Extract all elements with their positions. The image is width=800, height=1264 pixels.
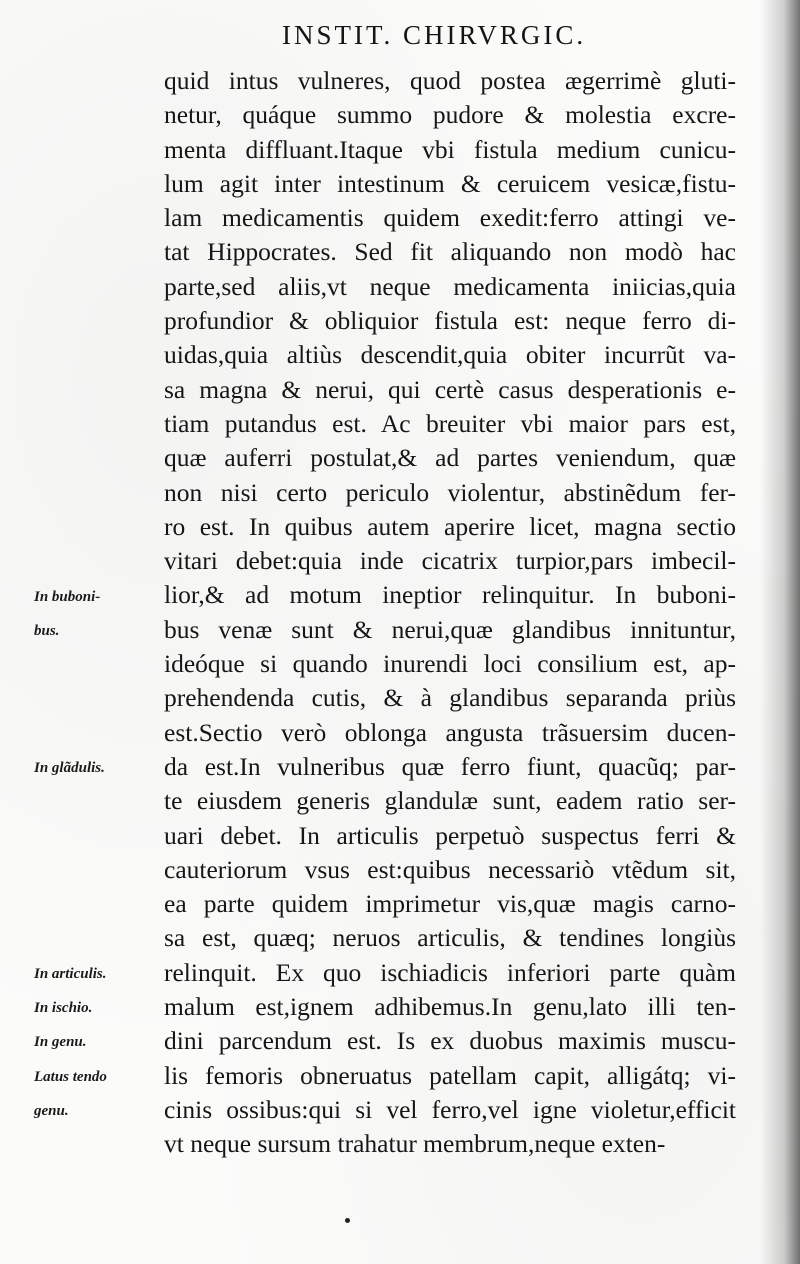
running-head: INSTIT. CHIRVRGIC.	[282, 20, 587, 50]
text-line: profundior & obliquior fistula est: neque ferro di-	[164, 306, 736, 336]
text-line: da est.In vulneribus quæ ferro fiunt, quacũq; par-	[164, 751, 736, 781]
text-line: tat Hippocrates. Sed fit aliquando non modò hac	[164, 237, 736, 267]
text-line: uidas,quia altiùs descendit,quia obiter incurrũt va-	[164, 340, 736, 370]
text-line: parte,sed aliis,vt neque medicamenta iniicias,quia	[164, 271, 736, 301]
margin-note: In articulis.	[34, 965, 107, 982]
text-line: netur, quáque summo pudore & molestia excre-	[164, 100, 736, 130]
text-line: est.Sectio verò oblonga angusta trãsuersim ducen-	[164, 717, 736, 747]
page-edge-shadow	[760, 0, 800, 1264]
text-line: lis femoris obneruatus patellam capit, alligátq; vi-	[164, 1060, 736, 1090]
text-line: ro est. In quibus autem aperire licet, magna sectio	[164, 511, 736, 541]
text-line: cinis ossibus:qui si vel ferro,vel igne violetur,efficit	[164, 1094, 736, 1124]
text-line: lum agit inter intestinum & ceruicem vesicæ,fistu-	[164, 168, 736, 198]
text-line: ideóque si quando inurendi loci consilium est, ap-	[164, 649, 736, 679]
margin-note: In ischio.	[34, 1000, 93, 1017]
text-line: prehendenda cutis, & à glandibus separanda priùs	[164, 683, 736, 713]
text-line: vt neque sursum trahatur membrum,neque exten-	[164, 1129, 666, 1159]
text-line: cauteriorum vsus est:quibus necessariò vtẽdum sit,	[164, 854, 736, 884]
margin-note: In glãdulis.	[34, 760, 105, 776]
text-line: dini parcendum est. Is ex duobus maximis muscu-	[164, 1026, 736, 1056]
text-line: sa est, quæq; neruos articulis, & tendines longiùs	[164, 923, 736, 953]
text-line: quæ auferri postulat,& ad partes veniendum, quæ	[164, 443, 736, 473]
signature-mark	[345, 1218, 350, 1223]
text-line: ea parte quidem imprimetur vis,quæ magis carno-	[164, 889, 736, 919]
text-line: lior,& ad motum ineptior relinquitur. In buboni-	[164, 580, 736, 610]
text-line: vitari debet:quia inde cicatrix turpior,pars imbecil-	[164, 546, 736, 576]
text-line: tiam putandus est. Ac breuiter vbi maior pars est,	[164, 408, 736, 438]
margin-note: Latus tendo	[34, 1068, 107, 1085]
text-line: malum est,ignem adhibemus.In genu,lato illi ten-	[164, 992, 736, 1022]
text-line: menta diffluant.Itaque vbi fistula medium cunicu-	[164, 134, 736, 164]
text-line: relinquit. Ex quo ischiadicis inferiori parte quàm	[164, 957, 736, 987]
text-line: lam medicamentis quidem exedit:ferro attingi ve-	[164, 203, 736, 233]
margin-note: bus.	[34, 622, 60, 639]
body-text	[164, 64, 736, 1162]
margin-note: In genu.	[34, 1034, 87, 1051]
margin-note: In buboni-	[34, 588, 101, 605]
text-line: quid intus vulneres, quod postea ægerrimè gluti-	[164, 66, 736, 95]
text-line: sa magna & nerui, qui certè casus desperationis e-	[164, 374, 736, 404]
text-line: bus venæ sunt & nerui,quæ glandibus innituntur,	[164, 614, 736, 644]
margin-note: genu.	[34, 1103, 69, 1119]
text-line: te eiusdem generis glandulæ sunt, eadem ratio ser-	[164, 786, 736, 816]
text-line: uari debet. In articulis perpetuò suspectus ferri &	[164, 820, 736, 850]
text-line: non nisi certo periculo violentur, abstinẽdum fer-	[164, 477, 736, 507]
